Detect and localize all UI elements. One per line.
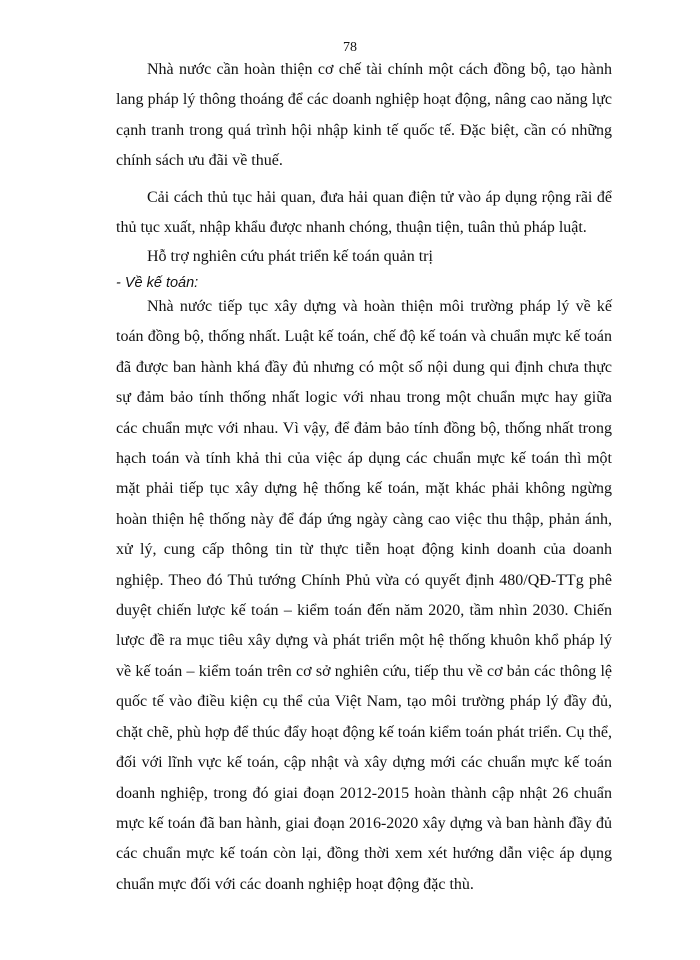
paragraph-accounting-strategy: Nhà nước tiếp tục xây dựng và hoàn thiện môi trường pháp lý về kế toán đồng bộ, thống nhất. Luật kế toán, chế độ kế toán và chuẩn mực kế toán đã được ban hành khá đầy đủ nhưng có một số nội dung qui định chưa thực sự đảm bảo tính thống nhất logic với nhau trong một chuẩn mực hay giữa các chuẩn mực với nhau. Vì vậy, để đảm bảo tính đồng bộ, thống nhất trong hạch toán và tính khả thi của việc áp dụng các chuẩn mực kế toán thì một mặt phải tiếp tục xây dựng hệ thống kế toán, mặt khác phải không ngừng hoàn thiện hệ thống này để đáp ứng ngày càng cao việc thu thập, phản ánh, xử lý, cung cấp thông tin từ thực tiễn hoạt động kinh doanh của doanh nghiệp. Theo đó Thủ tướng Chính Phủ vừa có quyết định 480/QĐ-TTg phê duyệt chiến lược kế toán – kiểm toán đến năm 2020, tầm nhìn 2030. Chiến lược đề ra mục tiêu xây dựng và phát triển một hệ thống khuôn khổ pháp lý về kế toán – kiểm toán trên cơ sở nghiên cứu, tiếp thu về cơ bản các thông lệ quốc tế vào điều kiện cụ thể của Việt Nam, tạo môi trường pháp lý đầy đủ, chặt chẽ, phù hợp để thúc đẩy hoạt động kế toán kiểm toán phát triển. Cụ thể, đối với lĩnh vực kế toán, cập nhật và xây dựng mới các chuẩn mực kế toán doanh nghiệp, trong đó giai đoạn 2012-2015 hoàn thành cập nhật 26 chuẩn mực kế toán đã ban hành, giai đoạn 2016-2020 xây dựng và ban hành đầy đủ các chuẩn mực kế toán còn lại, đồng thời xem xét hướng dẫn việc áp dụng chuẩn mực đối với các doanh nghiệp hoạt động đặc thù. xyxy=(116,298,612,893)
paragraph-management-accounting: Hỗ trợ nghiên cứu phát triển kế toán quản trị xyxy=(147,248,433,265)
paragraph-customs-reform: Cải cách thủ tục hải quan, đưa hải quan điện tử vào áp dụng rộng rãi để thủ tục xuất, nhập khẩu được nhanh chóng, thuận tiện, tuân thủ pháp luật. xyxy=(116,189,612,237)
paragraph-finance-mechanism: Nhà nước cần hoàn thiện cơ chế tài chính một cách đồng bộ, tạo hành lang pháp lý thông thoáng để các doanh nghiệp hoạt động, nâng cao năng lực cạnh tranh trong quá trình hội nhập kinh tế quốc tế. Đặc biệt, cần có những chính sách ưu đãi về thuế. xyxy=(116,61,612,170)
section-heading-accounting: - Về kế toán: xyxy=(116,275,199,291)
page-number: 78 xyxy=(343,40,357,55)
